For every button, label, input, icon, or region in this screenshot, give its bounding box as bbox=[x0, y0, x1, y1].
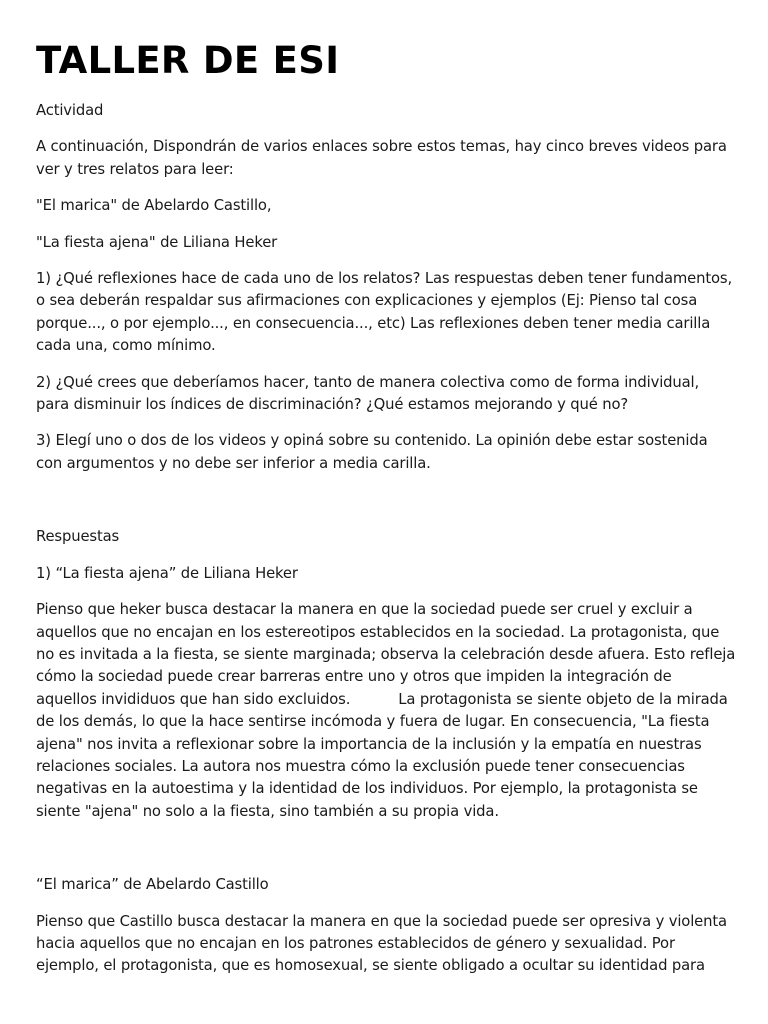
answer-1-paragraph bbox=[36, 599, 736, 823]
answer-2-heading: “El marica” de Abelardo Castillo bbox=[36, 876, 269, 894]
story-reference-2: "La fiesta ajena" de Liliana Heker bbox=[36, 233, 278, 251]
document-page bbox=[36, 0, 736, 978]
question-3: 3) Elegí uno o dos de los videos y opiná sobre su contenido. La opinión debe estar sostenida con argumentos y no debe ser inferior a media carilla. bbox=[36, 432, 708, 472]
answer-2-paragraph: Pienso que Castillo busca destacar la manera en que la sociedad puede ser opresiva y violenta hacia aquellos que no encajan en los patrones establecidos de género y sexualidad. Por ejemplo, el protagonista, que es homosexual, se siente obligado a ocultar su identidad para bbox=[36, 912, 727, 975]
answer-1-part-a: Pienso que heker busca destacar la manera en que la sociedad puede ser cruel y excluir a aquellos que no encajan en los estereotipos establecidos en la sociedad. La protagonista, que no es invitada a la fiesta, se siente marginada; observa la celebración desde afuera. Esto refleja cómo la sociedad puede crear barreras entre uno y otros que impiden la integración de aquellos invididuos que han sido excluidos. bbox=[36, 601, 736, 708]
answers-heading: Respuestas bbox=[36, 528, 120, 546]
question-1: 1) ¿Qué reflexiones hace de cada uno de los relatos? Las respuestas deben tener fundamentos, o sea deberán respaldar sus afirmaciones con explicaciones y ejemplos (Ej: Pienso tal cosa porque..., o por ejemplo..., en consecuencia..., etc) Las reflexiones deben tener media carilla cada una, como mínimo. bbox=[36, 270, 733, 355]
document-title: TALLER DE ESI bbox=[36, 39, 340, 82]
activity-heading: Actividad bbox=[36, 102, 104, 119]
question-2: 2) ¿Qué crees que deberíamos hacer, tanto de manera colectiva como de forma individual, para disminuir los índices de discriminación? ¿Qué estamos mejorando y qué no? bbox=[36, 373, 700, 414]
answer-1-part-b: La protagonista se siente objeto de la mirada de los demás, lo que la hace sentirse incómoda y fuera de lugar. En consecuencia, "La fiesta ajena" nos invita a reflexionar sobre la importancia de la inclusión y la empatía en nuestras relaciones sociales. La autora nos muestra cómo la exclusión puede tener consecuencias negativas en la autoestima y la identidad de los individuos. Por ejemplo, la protagonista se siente "ajena" no solo a la fiesta, sino también a su propia vida. bbox=[36, 690, 728, 820]
answer-1-heading: 1) “La fiesta ajena” de Liliana Heker bbox=[36, 564, 298, 582]
story-reference-1: "El marica" de Abelardo Castillo, bbox=[36, 197, 272, 215]
intro-paragraph: A continuación, Dispondrán de varios enlaces sobre estos temas, hay cinco breves videos para ver y tres relatos para leer: bbox=[36, 138, 727, 178]
